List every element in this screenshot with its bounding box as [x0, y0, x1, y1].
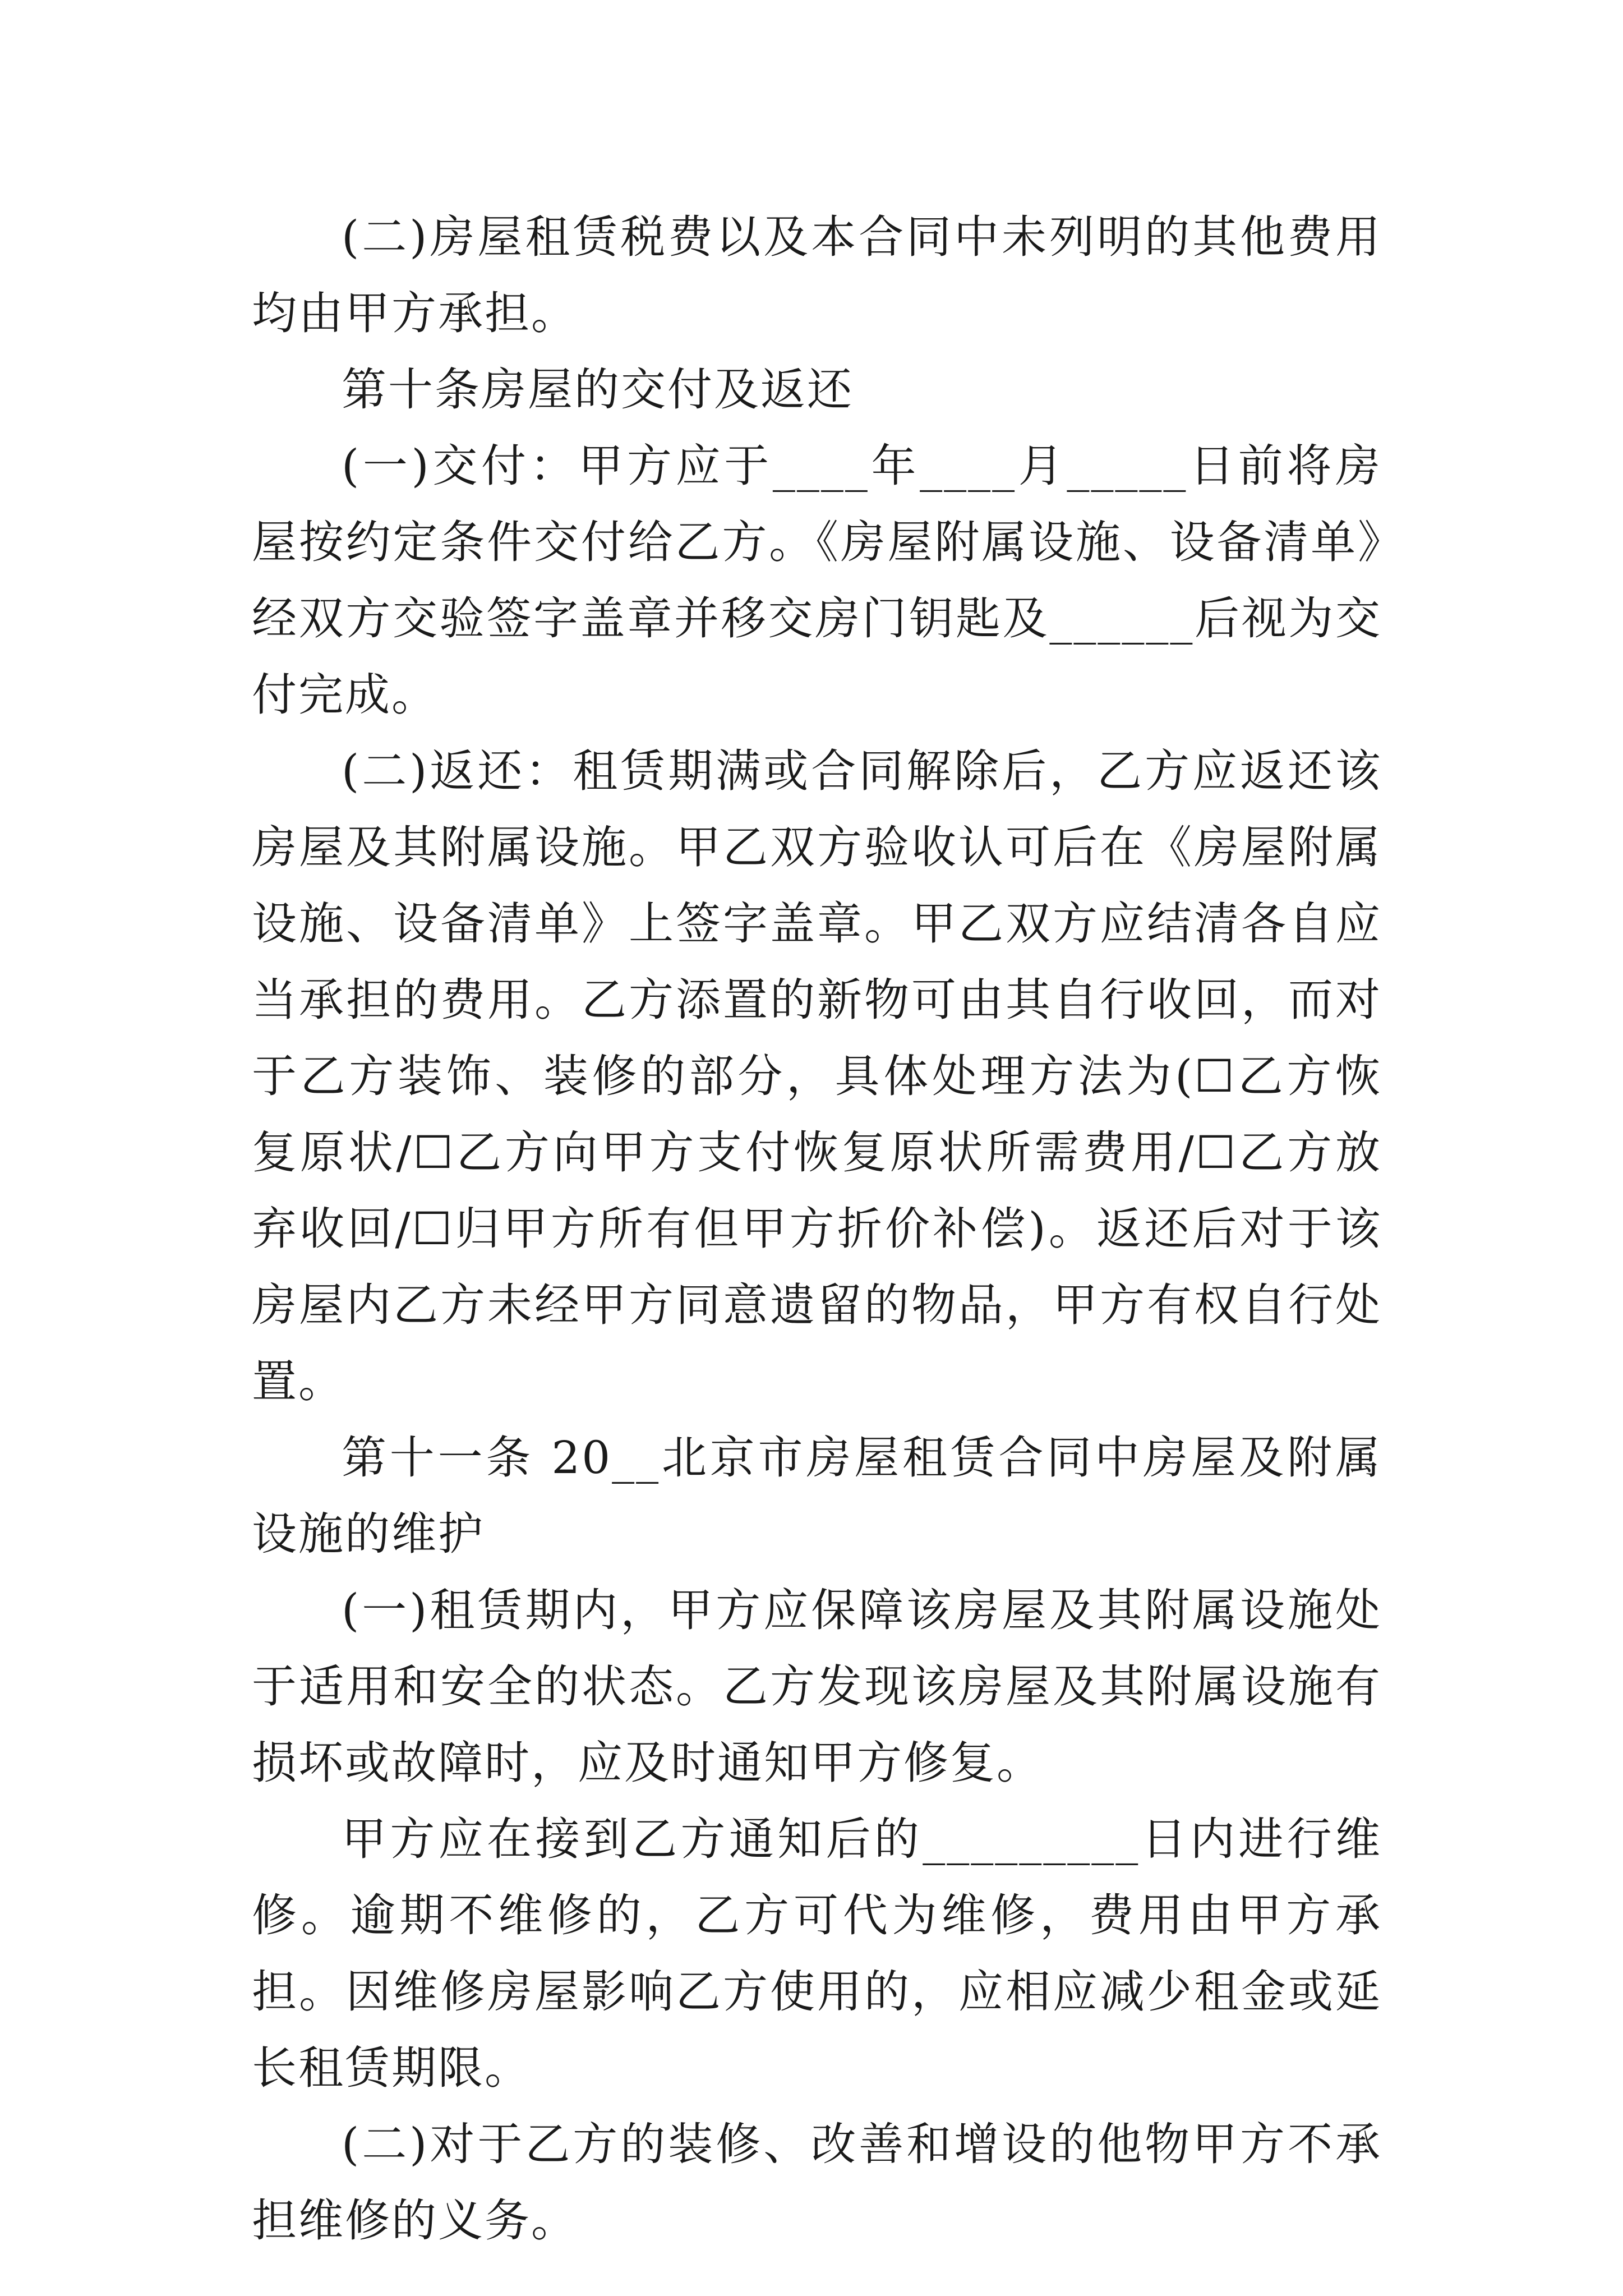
heading-article-11: 第十一条 20__北京市房屋租赁合同中房屋及附属设施的维护 [252, 1432, 1382, 1560]
heading-article-10: 第十条房屋的交付及返还 [342, 364, 854, 416]
document-body [252, 199, 1382, 2259]
paragraph-delivery: (一)交付：甲方应于____年____月_____日前将房屋按约定条件交付给乙方。《房屋附属设施、设备清单》经双方交验签字盖章并移交房门钥匙及______后视为交付完成。 [252, 440, 1382, 721]
paragraph-tax-fees: (二)房屋租赁税费以及本合同中未列明的其他费用均由甲方承担。 [252, 211, 1382, 339]
paragraph-maintenance-1: (一)租赁期内，甲方应保障该房屋及其附属设施处于适用和安全的状态。乙方发现该房屋及其附属设施有损坏或故障时，应及时通知甲方修复。 [252, 1584, 1382, 1789]
paragraph-repair-deadline: 甲方应在接到乙方通知后的_________日内进行维修。逾期不维修的，乙方可代为维修，费用由甲方承担。因维修房屋影响乙方使用的，应相应减少租金或延长租赁期限。 [252, 1813, 1382, 2094]
paragraph-maintenance-2: (二)对于乙方的装修、改善和增设的他物甲方不承担维修的义务。 [252, 2118, 1382, 2247]
paragraph-return: (二)返还：租赁期满或合同解除后，乙方应返还该房屋及其附属设施。甲乙双方验收认可后在《房屋附属设施、设备清单》上签字盖章。甲乙双方应结清各自应当承担的费用。乙方添置的新物可由其自行收回，而对于乙方装饰、装修的部分，具体处理方法为(☐乙方恢复原状/☐乙方向甲方支付恢复原状所需费用/☐乙方放弃收回/☐归甲方所有但甲方折价补偿)。返还后对于该房屋内乙方未经甲方同意遗留的物品，甲方有权自行处置。 [252, 745, 1382, 1407]
